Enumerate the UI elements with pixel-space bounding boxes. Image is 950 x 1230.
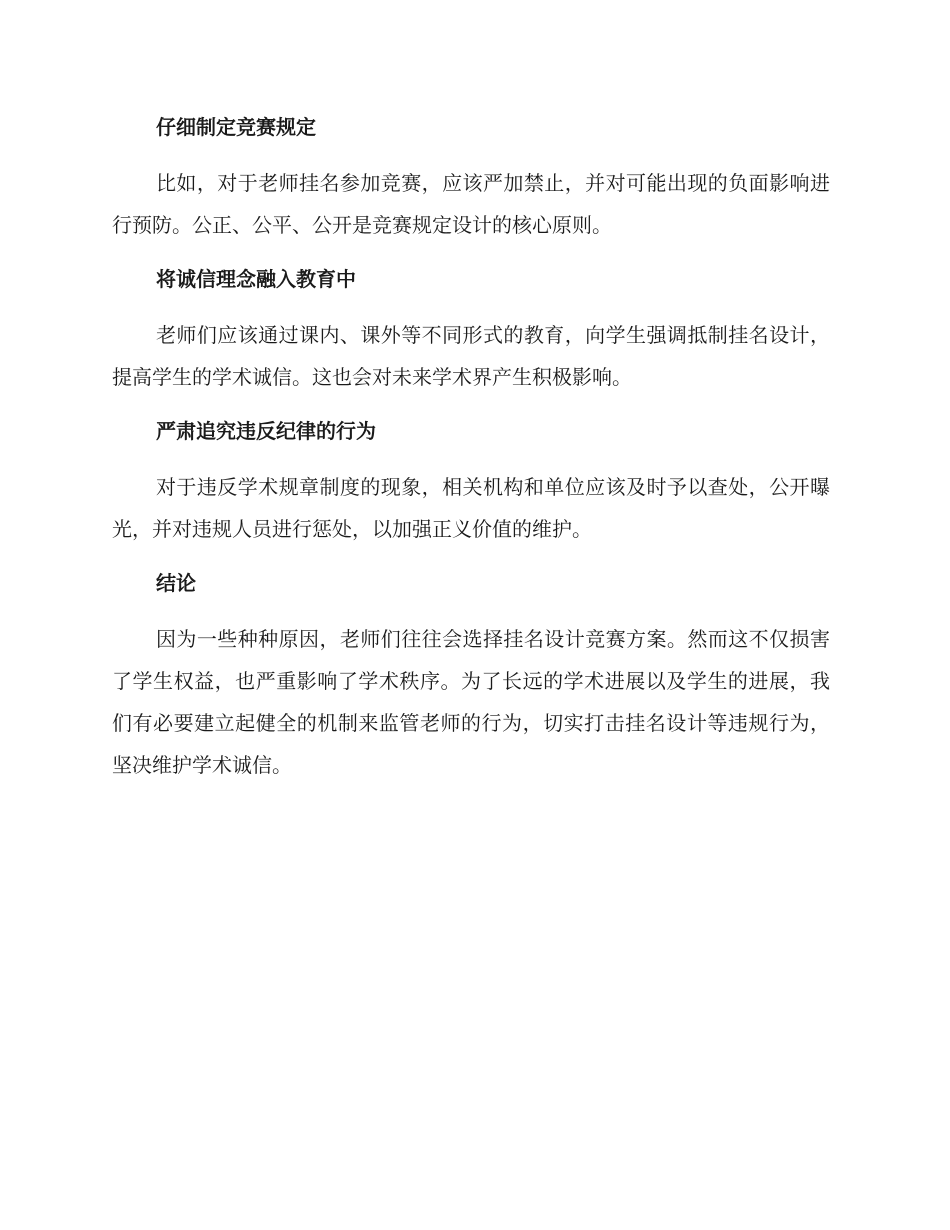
section-heading-discipline: 严肃追究违反纪律的行为 — [156, 419, 376, 443]
section-heading-competition-rules: 仔细制定竞赛规定 — [156, 115, 316, 139]
section-heading-conclusion: 结论 — [156, 571, 196, 595]
section-paragraph-competition-rules: 比如，对于老师挂名参加竞赛，应该严加禁止，并对可能出现的负面影响进行预防。公正、公平、公开是竞赛规定设计的核心原则。 — [112, 171, 830, 237]
section-paragraph-integrity-education: 老师们应该通过课内、课外等不同形式的教育，向学生强调抵制挂名设计，提高学生的学术诚信。这也会对未来学术界产生积极影响。 — [112, 323, 830, 389]
section-paragraph-discipline: 对于违反学术规章制度的现象，相关机构和单位应该及时予以查处，公开曝光，并对违规人员进行惩处，以加强正义价值的维护。 — [112, 475, 830, 541]
section-heading-integrity-education: 将诚信理念融入教育中 — [156, 267, 356, 291]
section-paragraph-conclusion: 因为一些种种原因，老师们往往会选择挂名设计竞赛方案。然而这不仅损害了学生权益，也严重影响了学术秩序。为了长远的学术进展以及学生的进展，我们有必要建立起健全的机制来监管老师的行为，切实打击挂名设计等违规行为，坚决维护学术诚信。 — [112, 627, 830, 777]
document-page — [112, 0, 830, 1230]
